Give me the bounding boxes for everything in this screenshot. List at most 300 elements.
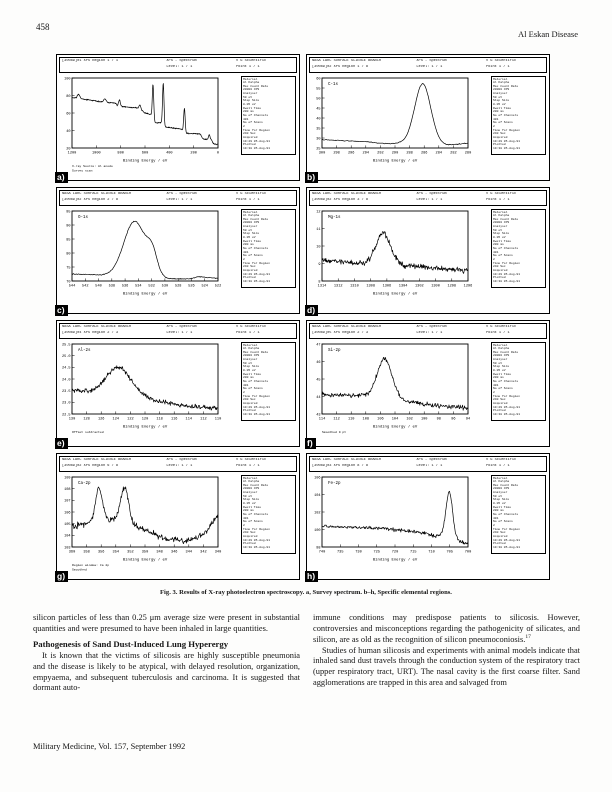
acquisition-params [491, 209, 546, 288]
param-line: 401 [493, 250, 499, 254]
param-line: No of Scans [493, 387, 513, 391]
panel-header-cell: [30089]02 XPS Region 2 / 8 [62, 197, 119, 202]
x-tick-label: 1310 [350, 283, 359, 288]
spectrum-panel-f [306, 320, 550, 447]
y-tick-label: 100 [64, 76, 71, 81]
param-line: 19:38 05-Aug-91 [493, 545, 521, 549]
param-line: Time for Region [493, 527, 521, 531]
x-tick-label: 542 [82, 283, 89, 288]
x-tick-label: 280 [464, 150, 472, 155]
panel-header-cell: Point 1 / 1 [485, 197, 510, 202]
panel-header-cell: XPS - Spectrum [166, 325, 197, 329]
param-line: No of Channels [243, 114, 269, 118]
x-tick-label: 1302 [415, 283, 424, 288]
param-line: 2 [243, 125, 245, 129]
param-line: Al Kalpha [493, 214, 510, 218]
element-region-label: O-1s [78, 215, 89, 220]
y-tick-label: 98 [316, 545, 321, 550]
x-tick-label: 1296 [463, 283, 473, 288]
x-tick-label: 522 [214, 283, 222, 288]
panel-badge-e: e) [55, 438, 68, 449]
panel-header-cell: XPS - Spectrum [416, 325, 447, 329]
spectrum-plot [59, 207, 239, 310]
param-line: Al Kalpha [243, 480, 260, 484]
param-line: 0.05 eV [493, 369, 506, 373]
panel-header [59, 456, 297, 472]
acquisition-params [241, 475, 296, 554]
param-line: Time for Region [243, 128, 271, 132]
section-heading: Pathogenesis of Sand Dust-Induced Lung Hyperergy [33, 639, 229, 650]
panel-badge-g: g) [55, 571, 68, 582]
param-line: Al Kalpha [243, 347, 260, 351]
param-line: Material [243, 77, 258, 81]
x-tick-label: 1306 [382, 283, 392, 288]
param-line: Step Size [493, 99, 510, 103]
y-tick-label: 60 [66, 111, 71, 116]
x-tick-label: 112 [333, 416, 340, 421]
param-line: Step Size [243, 232, 260, 236]
x-tick-label: 710 [428, 549, 435, 554]
param-line: 19:29 05-Aug-91 [493, 405, 521, 409]
panel-badge-a: a) [55, 172, 68, 183]
element-region-label: Ca-2p [78, 481, 91, 486]
column-right [313, 613, 580, 694]
param-line: Acquired [243, 402, 258, 405]
paragraph [313, 613, 580, 646]
x-tick-label: 1298 [447, 283, 457, 288]
param-line: 50 eV [493, 228, 503, 232]
y-tick-label: 55 [316, 86, 321, 91]
x-tick-label: 290 [391, 150, 399, 155]
y-tick-label: 23.5 [61, 389, 71, 394]
panel-header-cell: Level: 1 / 1 [416, 330, 443, 335]
param-line: Analyser [493, 92, 508, 96]
y-tick-label: 10 [316, 244, 321, 249]
param-line: Dwell Time [493, 106, 512, 110]
param-line: No of Channels [493, 114, 519, 118]
x-tick-label: 130 [68, 416, 76, 421]
param-line: Time for Region [493, 394, 521, 398]
x-tick-label: 1304 [398, 283, 408, 288]
x-tick-label: 96 [451, 416, 456, 421]
param-line: 0.05 eV [243, 502, 256, 506]
param-line: Plotted [493, 542, 506, 546]
param-line: 0.05 eV [243, 236, 256, 240]
acquisition-params [491, 475, 546, 554]
x-tick-label: 348 [156, 549, 163, 554]
panel-header-cell: XPS - Spectrum [166, 59, 197, 63]
y-tick-label: 25.5 [61, 342, 71, 347]
y-tick-label: 85 [66, 237, 71, 242]
param-line: Analyser [243, 225, 258, 229]
param-line: Material [243, 210, 258, 214]
param-line: No of Scans [493, 121, 513, 125]
param-line: 401 [243, 250, 249, 254]
param-line: Step Size [243, 498, 260, 502]
y-tick-label: 44 [316, 395, 321, 400]
x-tick-label: 298 [333, 150, 340, 155]
x-tick-label: 532 [148, 283, 155, 288]
x-tick-label: 342 [200, 549, 207, 554]
y-tick-label: 47 [316, 342, 321, 347]
x-tick-label: 94 [465, 416, 471, 421]
param-line: 20000 CPS [243, 487, 260, 491]
param-line: Max Count Rate [493, 84, 519, 88]
x-tick-label: 360 [68, 549, 76, 554]
panel-header-cell: Level: 1 / 1 [416, 64, 443, 69]
panel-header-cell: NASA LARC SURFACE SCIENCE BRANCH [312, 458, 382, 462]
panel-header [309, 456, 547, 472]
x-tick-label: 296 [347, 150, 355, 155]
param-line: Plotted [493, 409, 506, 413]
param-line: 19:29 05-Aug-91 [243, 272, 271, 276]
param-line: Step Size [493, 232, 510, 236]
panel-header-cell: [30089]03 XPS Region 8 / 8 [312, 463, 369, 468]
panel-header [59, 323, 297, 339]
param-line: 2 [243, 391, 245, 395]
x-tick-label: 288 [406, 150, 413, 155]
x-tick-label: 354 [112, 549, 120, 554]
x-tick-label: 98 [436, 416, 441, 421]
y-tick-label: 75 [66, 265, 71, 270]
param-line: 200 ms [493, 243, 504, 247]
param-line: 240 Sec [243, 398, 256, 402]
param-line: 19:29 05-Aug-91 [243, 538, 271, 542]
panel-header-cell: V G Scientific [485, 325, 517, 329]
param-line: 19:29 05-Aug-91 [493, 538, 521, 542]
panel-header-cell: Level: 1 / 1 [166, 64, 193, 69]
x-tick-label: 524 [201, 283, 208, 288]
element-region-label: Al-2s [78, 348, 91, 353]
y-tick-label: 40 [316, 116, 321, 121]
panel-header-cell: XPS - Spectrum [166, 458, 197, 462]
x-tick-label: 282 [450, 150, 457, 155]
param-line: 19:29 05-Aug-91 [243, 139, 271, 143]
x-tick-label: 1308 [366, 283, 375, 288]
param-line: Time for Region [243, 527, 271, 531]
param-line: Time for Region [243, 261, 271, 265]
param-line: No of Channels [243, 380, 269, 384]
panel-header-cell: XPS - Spectrum [166, 192, 197, 196]
param-line: 50 eV [243, 494, 253, 498]
param-line: Al Kalpha [243, 81, 260, 85]
param-line: Material [493, 210, 508, 214]
param-line: 240 Sec [493, 398, 506, 402]
param-line: 50 eV [493, 494, 503, 498]
param-line: No of Channels [493, 380, 519, 384]
param-line: 401 [493, 117, 499, 121]
y-tick-label: 90 [66, 223, 71, 228]
panel-header-cell: XPS - Spectrum [416, 458, 447, 462]
param-line: Analyser [493, 358, 508, 362]
x-tick-label: 538 [108, 283, 116, 288]
param-line: Material [243, 476, 258, 480]
x-tick-label: 358 [83, 549, 90, 554]
x-tick-label: 300 [318, 150, 326, 155]
param-line: Al Kalpha [493, 81, 510, 85]
y-tick-label: 25.0 [61, 354, 71, 359]
panel-header-cell: NASA LARC SURFACE SCIENCE BRANCH [62, 192, 132, 196]
y-tick-label: 102 [314, 510, 321, 515]
y-tick-label: 104 [64, 534, 71, 539]
param-line: 20000 CPS [243, 88, 260, 92]
x-tick-label: 284 [435, 150, 443, 155]
panel-header-cell: NASA LARC SURFACE SCIENCE BRANCH [312, 325, 382, 329]
param-line: 20000 CPS [493, 487, 510, 491]
panel-footnote: Offset subtracted [72, 429, 104, 434]
panel-header-cell: NASA LARC SURFACE SCIENCE BRANCH [312, 192, 382, 196]
x-tick-label: 720 [391, 549, 399, 554]
spectrum-plot [309, 74, 489, 177]
param-line: Dwell Time [493, 239, 512, 243]
param-line: 401 [493, 516, 499, 520]
spectrum-panel-g [56, 453, 300, 580]
x-axis-label: Binding Energy / eV [372, 159, 418, 163]
param-line: Al Kalpha [493, 347, 510, 351]
spectrum-plot [309, 473, 489, 576]
x-tick-label: 114 [318, 416, 326, 421]
paragraph: It is known that the victims of silicosis are highly susceptible pneumonia and the disease is likely to be atypical, with delayed resolution, organization, empyaema, and subsequent tuberculosis and carcinoma. It is suggested that dormant auto- [33, 651, 300, 693]
x-tick-label: 200 [190, 150, 197, 155]
x-tick-label: 124 [112, 416, 120, 421]
spectrum-plot [59, 74, 239, 177]
acquisition-params [241, 76, 296, 155]
param-line: Step Size [493, 365, 510, 369]
param-line: 19:38 05-Aug-91 [493, 412, 521, 416]
x-tick-label: 544 [68, 283, 76, 288]
param-line: 2 [493, 125, 495, 129]
param-line: Material [243, 343, 258, 347]
param-line: Time for Region [243, 394, 271, 398]
param-line: 19:29 05-Aug-91 [243, 405, 271, 409]
acquisition-params [491, 76, 546, 155]
panel-header-cell: V G Scientific [235, 325, 267, 329]
x-tick-label: 344 [185, 549, 193, 554]
panel-header-cell: V G Scientific [235, 59, 267, 63]
y-tick-label: 46 [316, 360, 321, 365]
panel-header-cell: Point 1 / 1 [485, 463, 510, 468]
x-tick-label: 1300 [431, 283, 440, 288]
param-line: Acquired [493, 402, 508, 405]
param-line: Acquired [243, 136, 258, 139]
panel-badge-h: h) [305, 571, 318, 582]
param-line: Material [493, 343, 508, 347]
panel-header [309, 190, 547, 206]
panel-header-cell: Level: 1 / 1 [166, 330, 193, 335]
param-line: Max Count Rate [243, 217, 269, 221]
x-tick-label: 530 [161, 283, 169, 288]
y-tick-label: 108 [64, 487, 71, 492]
journal-footer: Military Medicine, Vol. 157, September 1992 [33, 742, 186, 751]
panel-footnote: Smoothed [72, 567, 87, 572]
x-tick-label: 128 [83, 416, 90, 421]
param-line: No of Scans [243, 387, 263, 391]
panel-header-cell: [30089]04 XPS Region 2 / 3 [62, 330, 119, 335]
x-tick-label: 122 [127, 416, 134, 421]
param-line: 50 eV [493, 361, 503, 365]
paragraph: silicon particles of less than 0.25 μm average size were present in substantial quantities and were presumed to have been inhaled in large quantities. [33, 613, 300, 633]
param-line: 19:38 05-Aug-91 [493, 279, 521, 283]
y-tick-label: 80 [66, 251, 71, 256]
param-line: Plotted [493, 276, 506, 280]
param-line: Max Count Rate [493, 350, 519, 354]
param-line: Analyser [243, 358, 258, 362]
x-tick-label: 356 [97, 549, 105, 554]
y-tick-label: 40 [66, 129, 71, 134]
panel-header-cell: NASA LARC SURFACE SCIENCE BRANCH [62, 325, 132, 329]
panel-header-cell: Point 1 / 1 [485, 64, 510, 69]
panel-header-cell: Point 1 / 1 [485, 330, 510, 335]
param-line: 240 Sec [493, 132, 506, 136]
panel-header-cell: Point 1 / 1 [235, 330, 260, 335]
x-tick-label: 120 [141, 416, 149, 421]
param-line: 20000 CPS [493, 88, 510, 92]
param-line: Step Size [243, 365, 260, 369]
y-tick-label: 109 [64, 475, 71, 480]
panel-header-cell [62, 65, 166, 71]
x-tick-label: 1200 [67, 150, 77, 155]
x-tick-label: 286 [420, 150, 428, 155]
acquisition-params [241, 209, 296, 288]
param-line: 240 Sec [493, 265, 506, 269]
param-line: Max Count Rate [243, 350, 269, 354]
param-line: 50 eV [243, 361, 253, 365]
panel-header-cell: NASA LARC SURFACE SCIENCE BRANCH [312, 59, 382, 63]
x-tick-label: 1000 [92, 150, 101, 155]
x-tick-label: 0 [216, 150, 220, 155]
x-axis-label: Binding Energy / eV [372, 558, 418, 562]
param-line: 200 ms [243, 376, 254, 380]
param-line: 401 [243, 516, 249, 520]
param-line: 401 [493, 383, 499, 387]
y-tick-label: 45 [316, 377, 321, 382]
param-line: No of Scans [493, 254, 513, 258]
panel-header-cell: V G Scientific [485, 59, 517, 63]
param-line: 2 [493, 391, 495, 395]
param-line: Acquired [493, 535, 508, 538]
param-line: Al Kalpha [493, 480, 510, 484]
x-tick-label: 800 [117, 150, 124, 155]
paragraph-text: immune conditions may predispose patients to silicosis. However, controversies and misconceptions regarding the pathogenicity of silicates, and silicon, are as old as the recognition of silicon pneumoconiosis. [313, 613, 580, 645]
param-line: Step Size [243, 99, 260, 103]
y-tick-label: 12 [316, 209, 321, 214]
param-line: Dwell Time [243, 505, 262, 509]
param-line: 2 [493, 258, 495, 262]
acquisition-params [491, 342, 546, 421]
panel-footnote: X-ray Source: Al anode [72, 163, 113, 168]
param-line: 200 ms [243, 243, 254, 247]
x-tick-label: 526 [188, 283, 195, 288]
x-tick-label: 104 [391, 416, 399, 421]
element-region-label: Si-2p [328, 348, 341, 353]
x-tick-label: 100 [420, 416, 428, 421]
param-line: Analyser [243, 491, 258, 495]
param-line: No of Scans [493, 520, 513, 524]
y-tick-label: 11 [316, 227, 321, 232]
x-axis-label: Binding Energy / eV [372, 292, 418, 296]
spectrum-panel-c [56, 187, 300, 314]
panel-header-cell: Point 1 / 1 [235, 64, 260, 69]
x-tick-label: 540 [95, 283, 102, 288]
param-line: No of Scans [243, 121, 263, 125]
param-line: 0.05 eV [493, 502, 506, 506]
param-line: Plotted [243, 542, 256, 546]
x-tick-label: 528 [174, 283, 182, 288]
y-tick-label: 100 [314, 528, 321, 533]
spectrum-panel-d [306, 187, 550, 314]
param-line: 0.05 eV [493, 236, 506, 240]
x-tick-label: 118 [156, 416, 163, 421]
y-tick-label: 25 [316, 146, 321, 151]
panel-header-cell: Point 1 / 1 [235, 463, 260, 468]
param-line: Dwell Time [493, 372, 512, 376]
param-line: Step Size [493, 498, 510, 502]
param-line: Time for Region [493, 128, 521, 132]
panel-header [309, 323, 547, 339]
panel-header-cell: Level: 1 / 1 [416, 463, 443, 468]
x-tick-label: 114 [185, 416, 193, 421]
x-tick-label: 715 [410, 549, 417, 554]
param-line: 2 [243, 524, 245, 528]
x-axis-label: Binding Energy / eV [122, 558, 168, 562]
y-tick-label: 24.0 [61, 377, 71, 382]
param-line: 240 Sec [243, 531, 256, 535]
param-line: Plotted [493, 143, 506, 147]
article-columns [33, 613, 580, 694]
x-tick-label: 730 [355, 549, 362, 554]
column-left [33, 613, 300, 694]
x-tick-label: 705 [446, 549, 453, 554]
spectrum-panel-b [306, 54, 550, 181]
x-tick-label: 116 [170, 416, 178, 421]
panel-badge-c: c) [55, 305, 68, 316]
param-line: 2 [493, 524, 495, 528]
param-line: Max Count Rate [493, 217, 519, 221]
param-line: Al Kalpha [243, 214, 260, 218]
param-line: 200 ms [243, 110, 254, 114]
y-tick-label: 35 [316, 126, 321, 131]
y-tick-label: 105 [64, 522, 71, 527]
x-tick-label: 1312 [333, 283, 343, 288]
param-line: Max Count Rate [243, 84, 269, 88]
x-tick-label: 110 [347, 416, 355, 421]
param-line: Dwell Time [243, 239, 262, 243]
x-tick-label: 735 [337, 549, 344, 554]
panel-header-cell: Point 1 / 1 [235, 197, 260, 202]
panel-header-cell: V G Scientific [235, 458, 267, 462]
param-line: Analyser [243, 92, 258, 96]
x-axis-label: Binding Energy / eV [122, 425, 168, 429]
x-axis-label: Binding Energy / eV [372, 425, 418, 429]
param-line: 0.05 eV [243, 103, 256, 107]
panel-badge-b: b) [305, 172, 318, 183]
y-tick-label: 104 [314, 493, 321, 498]
param-line: 19:29 05-Aug-91 [493, 139, 521, 143]
param-line: Dwell Time [243, 106, 262, 110]
y-tick-label: 22.5 [61, 412, 71, 417]
x-tick-label: 294 [362, 150, 370, 155]
param-line: Max Count Rate [493, 483, 519, 487]
param-line: 20000 CPS [493, 354, 510, 358]
param-line: 50 eV [243, 228, 253, 232]
param-line: Max Count Rate [243, 483, 269, 487]
x-tick-label: 740 [318, 549, 326, 554]
param-line: Material [493, 476, 508, 480]
y-tick-label: 9 [318, 262, 321, 267]
page-number: 458 [36, 22, 50, 32]
panel-badge-f: f) [305, 438, 316, 449]
y-tick-label: 50 [316, 96, 321, 101]
